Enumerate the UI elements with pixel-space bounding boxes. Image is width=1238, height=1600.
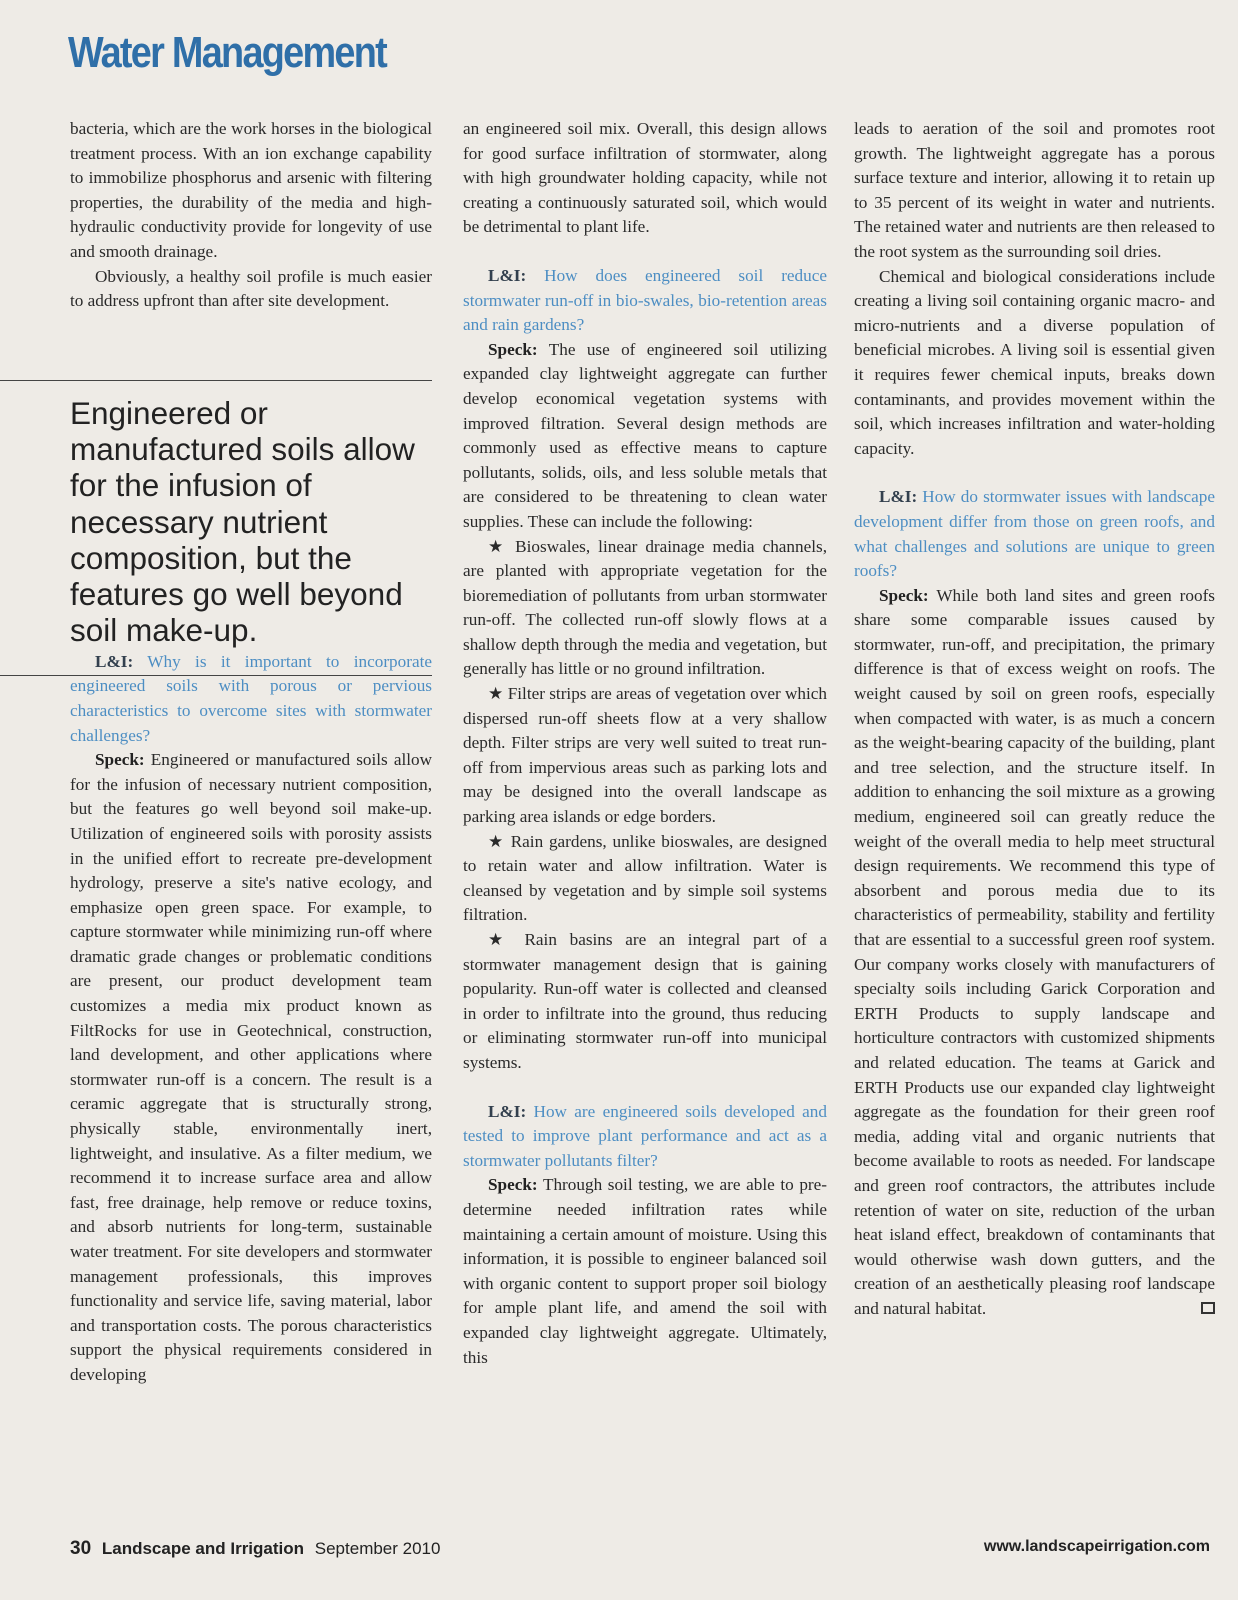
question-text: How are engineered soils developed and tested to improve plant performance and act as a stormwater pollutants filter?: [463, 1101, 827, 1170]
paragraph: Chemical and biological considerations include creating a living soil containing organic macro- and micro-nutrients and a diverse population of beneficial microbes. A living soil is essential given it requires fewer chemical inputs, breaks down contaminants, and provides movement within the soil, which increases infiltration and water-holding capacity.: [854, 266, 1215, 458]
answer: [463, 338, 827, 535]
answer-text: While both land sites and green roofs share some comparable issues caused by stormwater, run-off, and precipitation, the primary difference is that of excess weight on roofs. The weight caused by soil on green roofs, especially when compacted with water, is as much a concern as the weight-bearing capacity of the building, plant and tree selection, and the structure itself. In addition to enhancing the soil mixture as a growing medium, engineered soil can greatly reduce the weight of the overall media to help meet structural design requirements. We recommend this type of absorbent and porous media due to its characteristics of permeability, stability and fertility that are essential to a successful green roof system. Our company works closely with manufacturers of specialty soils including Garick Corporation and ERTH Products to supply landscape and horticulture contractors with customized shipments and related education. The teams at Garick and ERTH Products use our expanded clay lightweight aggregate as the foundation for their green roof media, adding vital and organic nutrients that become available to roots as needed. For landscape and green roof contractors, the attributes include retention of water on site, reduction of the urban heat island effect, breakdown of contaminants that would otherwise wash down gutters, and the creation of an aesthetically pleasing roof landscape and natural habitat.: [854, 585, 1215, 1318]
page-title: Water Management: [68, 28, 387, 77]
answer-text: The use of engineered soil utilizing expanded clay lightweight aggregate can further develop economical vegetation systems with improved filtration. Several design methods are commonly used as effective means to capture pollutants, solids, oils, and less soluble metals that are considered to be threatening to clean water supplies. These can include the following:: [463, 339, 827, 531]
question-label: L&I:: [879, 487, 918, 507]
question-text: How does engineered soil reduce stormwater run-off in bio-swales, bio-retention areas and rain gardens?: [463, 265, 827, 335]
question-label: L&I:: [488, 1101, 527, 1121]
question: [854, 485, 1215, 583]
end-of-article-icon: [1201, 1302, 1215, 1314]
bullet-item: ★ Filter strips are areas of vegetation over which dispersed run-off sheets flow at a very shallow depth. Filter strips are very well suited to treat run-off from impervious areas such as parking lots and may be designed into the overall landscape as parking area islands or edge borders.: [463, 684, 827, 827]
question-label: L&I:: [95, 651, 134, 671]
question-text: How do stormwater issues with landscape development differ from those on green roofs, and what challenges and solutions are unique to green roofs?: [854, 487, 1216, 581]
question: [463, 264, 827, 338]
answer-label: Speck:: [488, 339, 538, 359]
paragraph: leads to aeration of the soil and promotes root growth. The lightweight aggregate has a porous surface texture and interior, allowing it to retain up to 35 percent of its weight in water and nutrients. The retained water and nutrients are then released to the root system as the surrounding soil dries.: [854, 119, 1215, 261]
bullet-item: ★ Rain gardens, unlike bioswales, are designed to retain water and allow infiltration. Water is cleansed by vegetation and by simple soil systems filtration.: [463, 831, 827, 925]
answer: [463, 1173, 827, 1370]
paragraph: Obviously, a healthy soil profile is much easier to address upfront than after site development.: [70, 266, 432, 311]
column-3: [854, 117, 1215, 1322]
answer-text: Through soil testing, we are able to pre-determine needed infiltration rates while maintaining a certain amount of moisture. Using this information, it is possible to engineer balanced soil with organic content to support proper soil biology for ample plant life, and amend the soil with expanded clay lightweight aggregate. Ultimately, this: [463, 1175, 827, 1367]
question-label: L&I:: [488, 265, 527, 285]
footer-left: [70, 1538, 440, 1560]
answer: [854, 584, 1215, 1322]
footer-url[interactable]: www.landscapeirrigation.com: [983, 1538, 1210, 1555]
answer-label: Speck:: [488, 1175, 538, 1195]
answer-label: Speck:: [879, 585, 929, 605]
column-2: [463, 117, 827, 1370]
paragraph: an engineered soil mix. Overall, this design allows for good surface infiltration of stormwater, along with high groundwater holding capacity, while not creating a continuously saturated soil, which would be detrimental to plant life.: [463, 119, 827, 237]
paragraph: bacteria, which are the work horses in the biological treatment process. With an ion exchange capability to immobilize phosphorus and arsenic with filtering properties, the durability of the media and high-hydraulic conductivity provide for longevity of use and smooth drainage.: [70, 119, 432, 261]
issue-date: September 2010: [314, 1539, 441, 1558]
question: [463, 1100, 827, 1174]
answer-label: Speck:: [95, 750, 145, 770]
magazine-name: Landscape and Irrigation: [101, 1539, 305, 1558]
pull-quote-text: Engineered or manufactured soils allow for the infusion of necessary nutrient composition, but the features go well beyond soil make-up.: [70, 395, 415, 649]
column-1: [70, 117, 432, 1388]
answer-text: Engineered or manufactured soils allow for the infusion of necessary nutrient composition, but the features go well beyond soil make-up. Utilization of engineered soils with porosity assists in the unified effort to recreate pre-development hydrology, preserve a site's native ecology, and emphasize open green space. For example, to capture stormwater while minimizing run-off where dramatic grade changes or problematic conditions are present, our product development team customizes a media mix product known as FiltRocks for use in Geotechnical, construction, land development, and other applications where stormwater run-off is a concern. The result is a ceramic aggregate that is structurally strong, physically stable, environmentally inert, lightweight, and insulative. As a filter medium, we recommend it to increase surface area and allow fast, free drainage, help remove or reduce toxins, and absorb nutrients for long-term, sustainable water treatment. For site developers and stormwater management professionals, this improves functionality and service life, saving material, labor and transportation costs. The porous characteristics support the physical requirements considered in developing: [70, 750, 433, 1384]
bullet-item: ★ Bioswales, linear drainage media channels, are planted with appropriate vegetation for the bioremediation of pollutants from urban stormwater run-off. The collected run-off slowly flows at a shallow depth through the media and vegetation, but generally has little or no ground infiltration.: [463, 536, 827, 679]
pull-quote: [0, 380, 432, 676]
page-number: 30: [70, 1538, 92, 1559]
bullet-item: ★ Rain basins are an integral part of a stormwater management design that is gaining popularity. Run-off water is collected and cleansed in order to infiltrate into the ground, thus reducing or eliminating stormwater run-off into municipal systems.: [463, 930, 827, 1072]
answer: [70, 748, 432, 1387]
question-text: Why is it important to incorporate engineered soils with porous or pervious characteristics to overcome sites with stormwater challenges?: [70, 651, 432, 745]
